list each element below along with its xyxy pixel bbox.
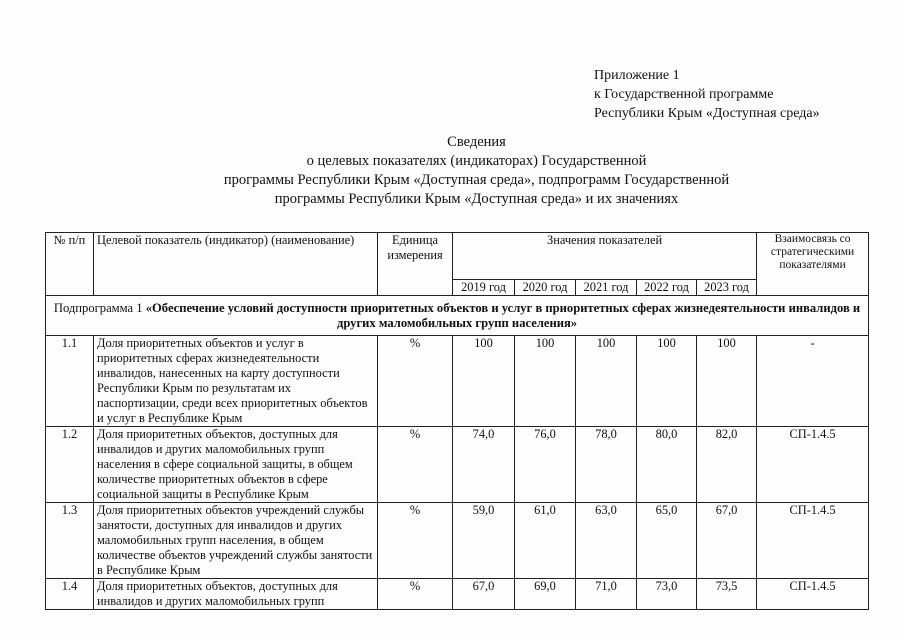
row-value: 59,0: [453, 503, 515, 579]
year-header: 2022 год: [637, 280, 697, 296]
row-value: 100: [637, 336, 697, 427]
row-value: 61,0: [515, 503, 576, 579]
row-unit: %: [378, 336, 453, 427]
appendix-line-3: Республики Крым «Доступная среда»: [594, 106, 820, 121]
row-value: 63,0: [576, 503, 637, 579]
row-unit: %: [378, 579, 453, 610]
row-unit: %: [378, 427, 453, 503]
header-indicator: Целевой показатель (индикатор) (наименование): [94, 233, 378, 296]
subprogram-cell: [46, 296, 869, 336]
row-value: 65,0: [637, 503, 697, 579]
year-header: 2020 год: [515, 280, 576, 296]
row-num: 1.3: [46, 503, 94, 579]
row-link: СП-1.4.5: [757, 427, 869, 503]
table-row: [46, 427, 869, 503]
row-value: 78,0: [576, 427, 637, 503]
year-header: 2019 год: [453, 280, 515, 296]
row-link: СП-1.4.5: [757, 579, 869, 610]
row-num: 1.4: [46, 579, 94, 610]
row-value: 69,0: [515, 579, 576, 610]
header-row: [46, 233, 869, 280]
row-value: 82,0: [697, 427, 757, 503]
row-value: 73,5: [697, 579, 757, 610]
row-value: 100: [453, 336, 515, 427]
row-value: 67,0: [453, 579, 515, 610]
row-value: 80,0: [637, 427, 697, 503]
row-value: 73,0: [637, 579, 697, 610]
subprogram-name: «Обеспечение условий доступности приоритетных объектов и услуг в приоритетных сферах жизнедеятельности инвалидов и других маломобильных групп населения»: [145, 301, 861, 330]
header-link: Взаимосвязь со стратегическими показателями: [757, 233, 869, 296]
row-value: 100: [697, 336, 757, 427]
appendix-line-2: к Государственной программе: [594, 87, 774, 102]
year-header: 2021 год: [576, 280, 637, 296]
row-indicator: Доля приоритетных объектов и услуг в приоритетных сферах жизнедеятельности инвалидов, нанесенных на карту доступности Республики Крым по результатам их паспортизации, среди всех приоритетных объектов и услуг в Республике Крым: [94, 336, 378, 427]
row-value: 67,0: [697, 503, 757, 579]
row-value: 76,0: [515, 427, 576, 503]
year-header: 2023 год: [697, 280, 757, 296]
row-num: 1.2: [46, 427, 94, 503]
row-value: 74,0: [453, 427, 515, 503]
row-link: -: [757, 336, 869, 427]
title-line-3: программы Республики Крым «Доступная среда», подпрограмм Государственной: [223, 172, 730, 188]
subprogram-prefix: Подпрограмма 1: [53, 301, 146, 315]
row-value: 71,0: [576, 579, 637, 610]
title-line-4: программы Республики Крым «Доступная среда» и их значениях: [274, 191, 679, 207]
row-num: 1.1: [46, 336, 94, 427]
row-link: СП-1.4.5: [757, 503, 869, 579]
title-line-1: Сведения: [447, 134, 506, 150]
row-value: 100: [515, 336, 576, 427]
header-unit: Единица измерения: [378, 233, 453, 296]
appendix-header: [594, 66, 820, 123]
row-unit: %: [378, 503, 453, 579]
document-title: [0, 133, 904, 209]
row-indicator: Доля приоритетных объектов, доступных для инвалидов и других маломобильных групп населения в сфере социальной защиты, в общем количестве приоритетных объектов в сфере социальной защиты в Республике Крым: [94, 427, 378, 503]
appendix-line-1: Приложение 1: [594, 68, 680, 83]
row-value: 100: [576, 336, 637, 427]
table-row: [46, 579, 869, 610]
indicators-table: [45, 232, 869, 610]
row-indicator: Доля приоритетных объектов, доступных для инвалидов и других маломобильных групп: [94, 579, 378, 610]
row-indicator: Доля приоритетных объектов учреждений службы занятости, доступных для инвалидов и других маломобильных групп населения, в общем количестве объектов учреждений службы занятости в Республике Крым: [94, 503, 378, 579]
table-row: [46, 503, 869, 579]
header-values: Значения показателей: [453, 233, 757, 280]
title-line-2: о целевых показателях (индикаторах) Государственной: [306, 153, 647, 169]
header-num: № п/п: [46, 233, 94, 296]
table-row: [46, 336, 869, 427]
subprogram-row: [46, 296, 869, 336]
